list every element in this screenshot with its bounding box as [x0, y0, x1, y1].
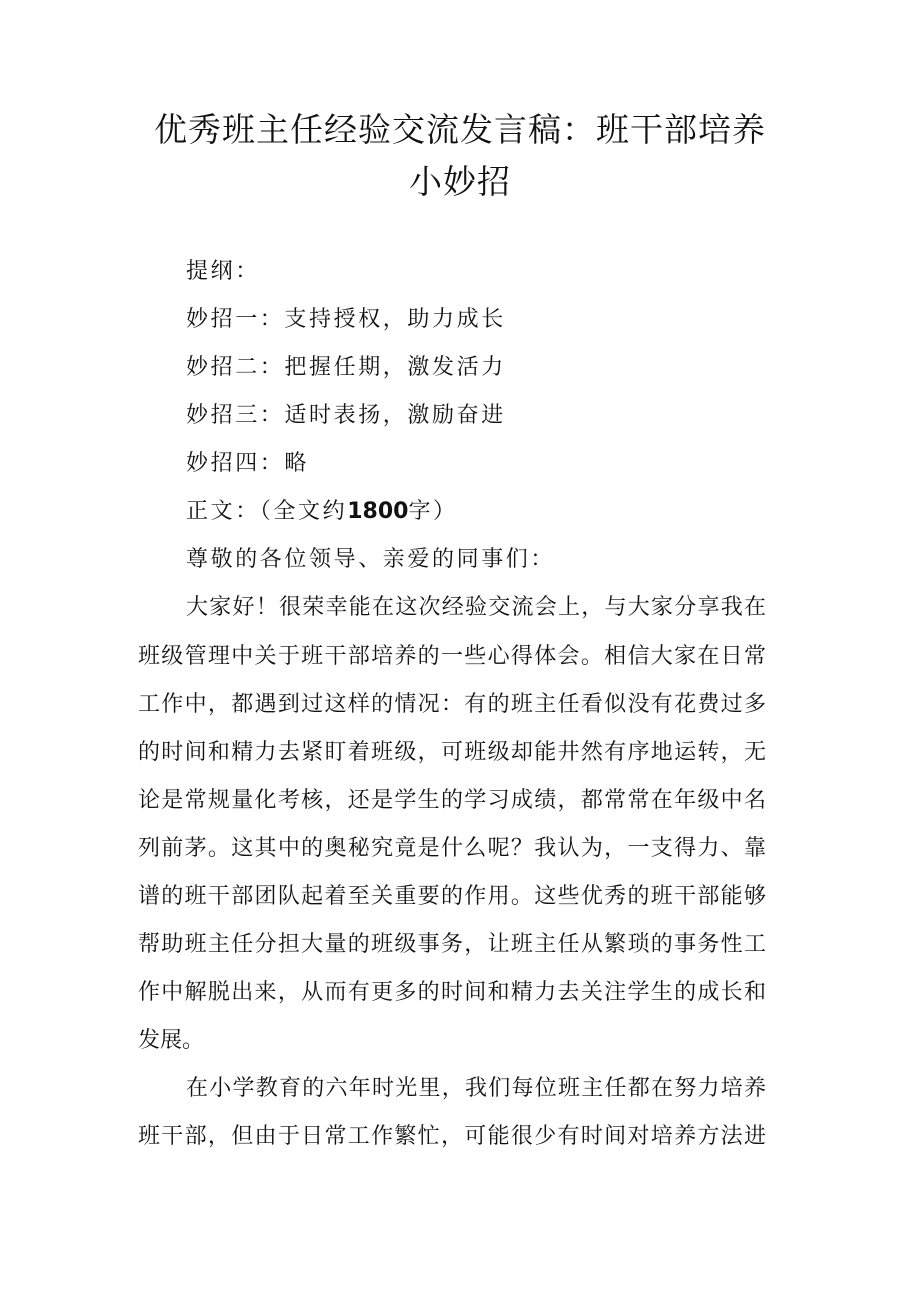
tip-item-1: 妙招一：支持授权，助力成长: [186, 307, 506, 332]
paragraph-1-line: 班级管理中关于班干部培养的一些心得体会。相信大家在日常: [138, 644, 766, 669]
paragraph-2-line: 在小学教育的六年时光里，我们每位班主任都在努力培养: [186, 1076, 766, 1101]
body-label-prefix: 正文：（全文约: [186, 499, 348, 524]
paragraph-1-line: 论是常规量化考核，还是学生的学习成绩，都常常在年级中名: [138, 788, 766, 813]
paragraph-1-line: 帮助班主任分担大量的班级事务，让班主任从繁琐的事务性工: [138, 932, 766, 957]
body-label: [186, 497, 458, 527]
paragraph-1-line: 谱的班干部团队起着至关重要的作用。这些优秀的班干部能够: [138, 884, 766, 909]
paragraph-2-line: 班干部，但由于日常工作繁忙，可能很少有时间对培养方法进: [138, 1124, 766, 1149]
paragraph-1-line: 工作中，都遇到过这样的情况：有的班主任看似没有花费过多: [138, 692, 766, 717]
body-word-count: 1800: [347, 499, 409, 524]
tip-item-3: 妙招三：适时表扬，激励奋进: [186, 403, 506, 428]
greeting: 尊敬的各位领导、亲爱的同事们：: [186, 547, 556, 572]
document-title-line-2: 小妙招: [409, 162, 511, 201]
paragraph-1-line: 的时间和精力去紧盯着班级，可班级却能井然有序地运转，无: [138, 740, 766, 765]
paragraph-1-line: 大家好！很荣幸能在这次经验交流会上，与大家分享我在: [186, 595, 766, 620]
document-title-line-1: 优秀班主任经验交流发言稿：班干部培养: [154, 110, 766, 149]
outline-label: 提纲：: [186, 259, 260, 284]
body-label-suffix: 字）: [408, 499, 458, 524]
paragraph-1-line: 列前茅。这其中的奥秘究竟是什么呢？我认为，一支得力、靠: [138, 836, 766, 861]
paragraph-1-line: 作中解脱出来，从而有更多的时间和精力去关注学生的成长和: [138, 980, 766, 1005]
tip-item-2: 妙招二：把握任期，激发活力: [186, 355, 506, 380]
tip-item-4: 妙招四：略: [186, 451, 310, 476]
paragraph-1-line: 发展。: [138, 1028, 205, 1053]
